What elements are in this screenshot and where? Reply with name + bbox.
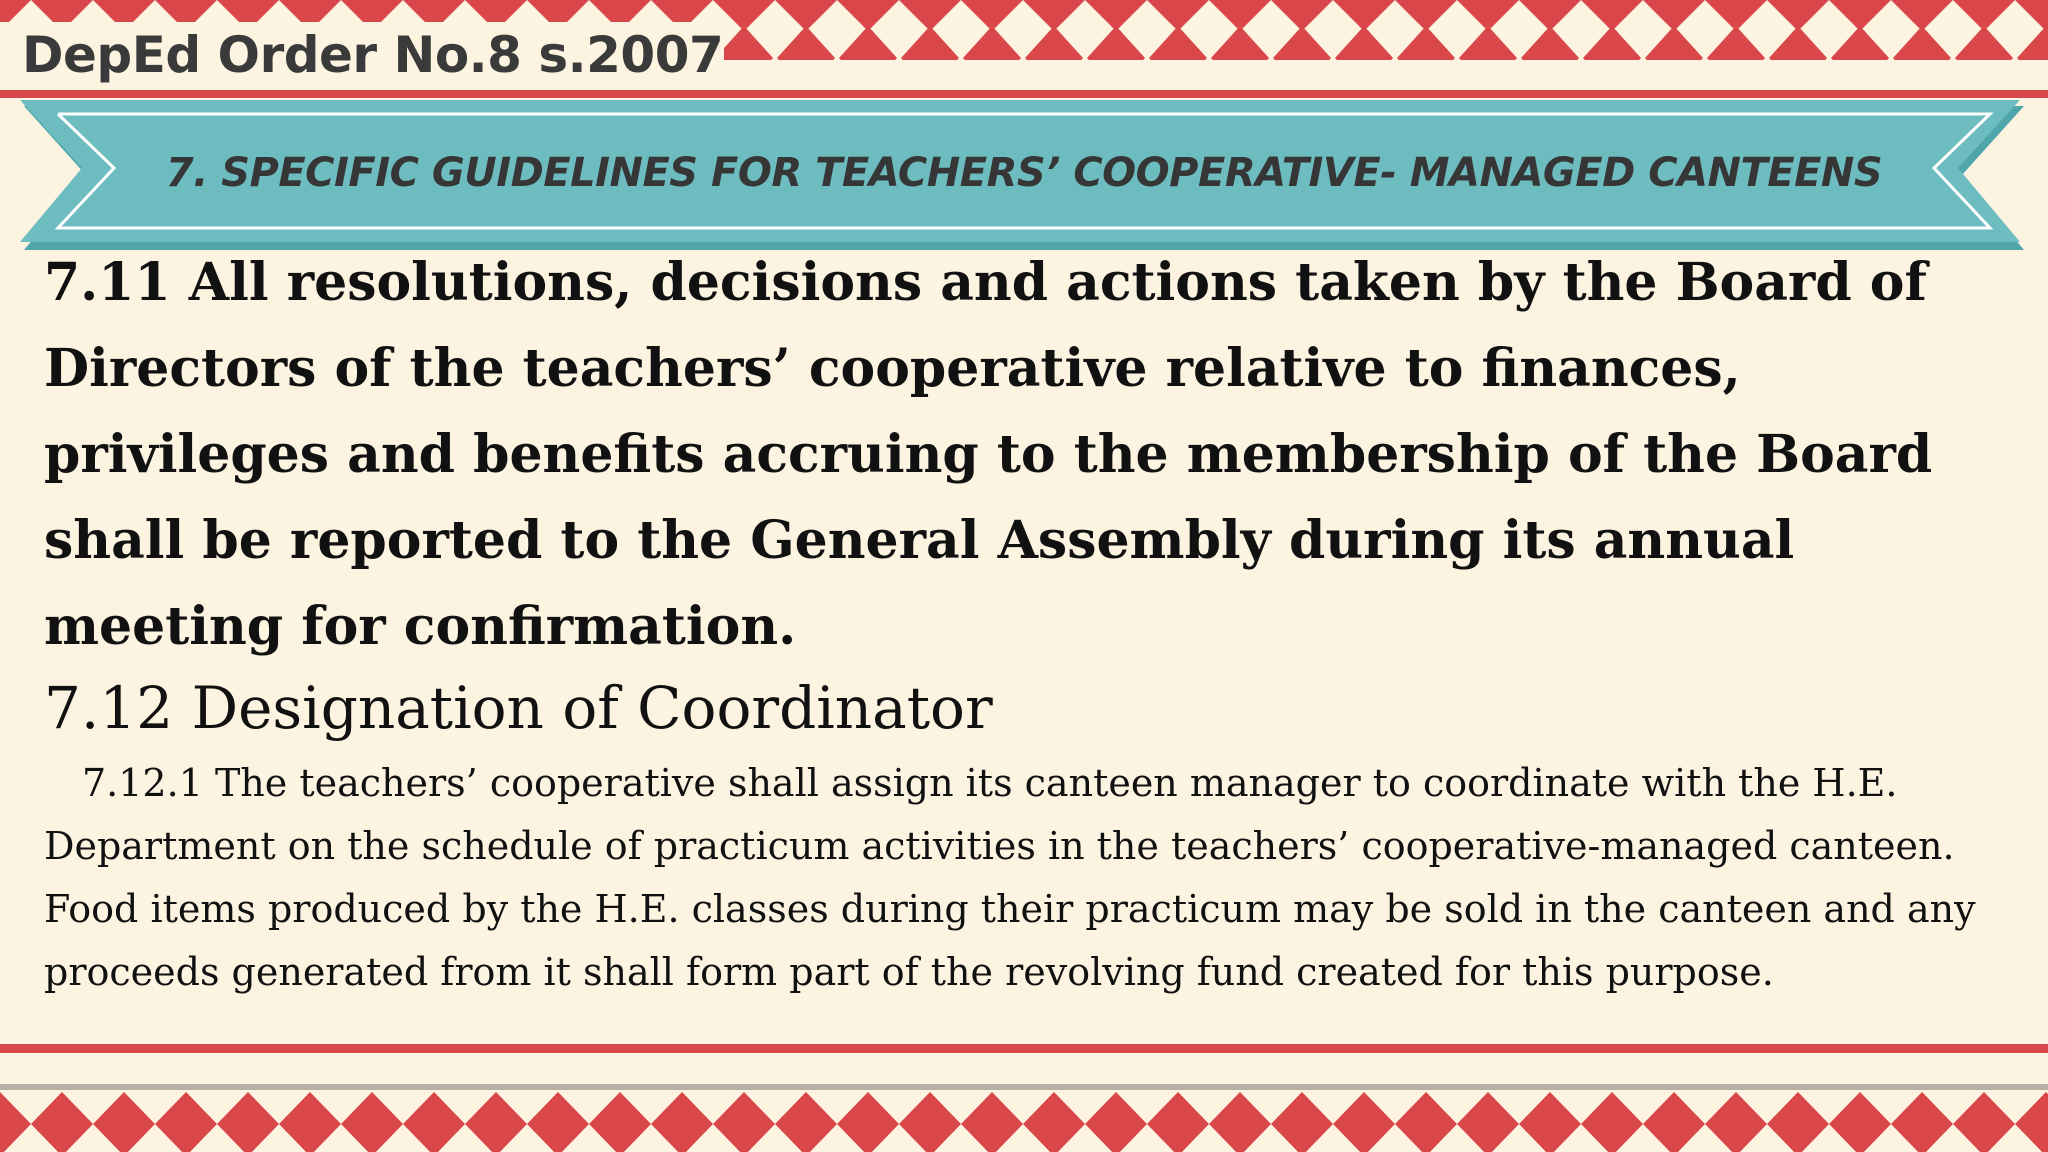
paragraph-7-12-1: 7.12.1 The teachers’ cooperative shall assign its canteen manager to coordinate with the H.E. Department on the schedule of practicum activities in the teachers’ cooperative-managed canteen. Food items produced by the H.E. classes during their practicum may be sold in the canteen and any proceeds generated from it shall form part of the revolving fund created for this purpose. — [44, 761, 1976, 994]
banner-title: 7. SPECIFIC GUIDELINES FOR TEACHERS’ COOPERATIVE- MANAGED CANTEENS — [165, 150, 1883, 196]
order-label-text: DepEd Order No.8 s.2007 — [22, 26, 724, 84]
heading-7-12: 7.12 Designation of Coordinator — [44, 674, 993, 742]
order-label-box — [0, 22, 724, 84]
bottom-diamond-svg — [0, 1082, 2048, 1152]
paragraph-7-11: 7.11 All resolutions, decisions and actions taken by the Board of Directors of the teachers’ cooperative relative to finances, privileges and benefits accruing to the membership of the Board shall be reported to the General Assembly during its annual meeting for confirmation. — [44, 252, 1933, 657]
top-red-rule — [0, 90, 2048, 98]
bottom-diamond-pattern — [0, 1082, 2048, 1152]
bottom-red-rule — [0, 1044, 2048, 1053]
